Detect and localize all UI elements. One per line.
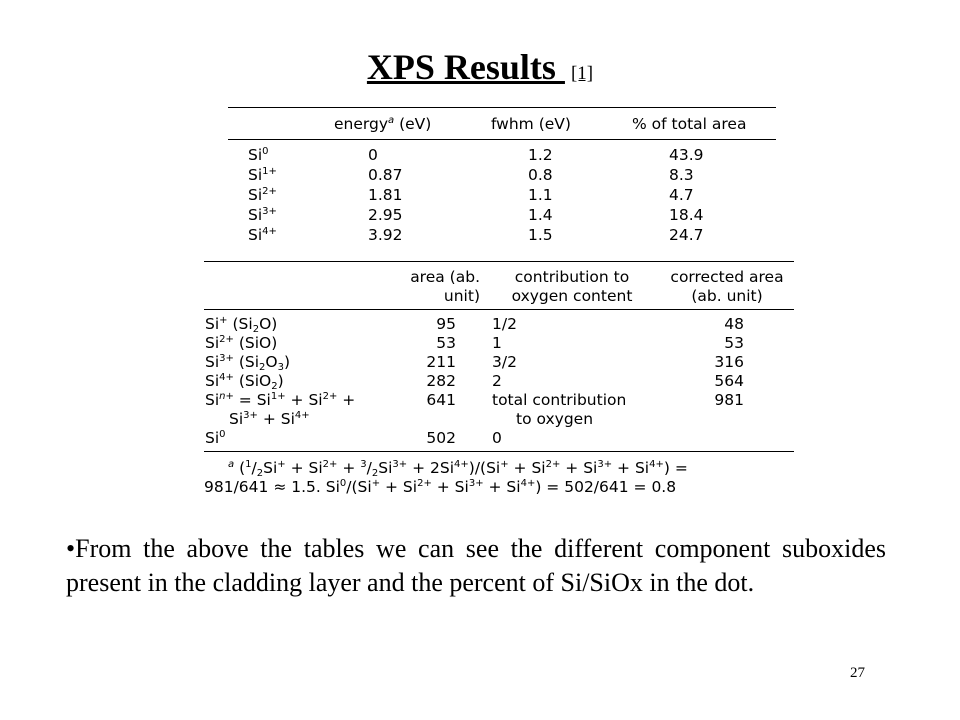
corrected-cell: 316 (714, 353, 744, 371)
contribution-cell: 3/2 (492, 353, 517, 371)
table1-top-rule (228, 107, 776, 108)
species-cell: $Si^{3+}$ (248, 206, 277, 224)
table2-header-area: area (ab. unit) (410, 268, 480, 305)
species-cell: $Si^{4+}$ (248, 226, 277, 244)
area-cell: 211 (426, 353, 456, 371)
corrected-cell: 981 (714, 391, 744, 409)
contribution-cell: 0 (492, 429, 502, 447)
area-cell: 8.3 (669, 166, 694, 184)
slide-title (0, 46, 960, 88)
table2-top-rule (204, 261, 794, 262)
species-cell: $Si^{4+}$ (SiO$_2$) (205, 372, 284, 392)
contribution-cell: 2 (492, 372, 502, 390)
species-cell: Si$^0$ (205, 429, 226, 447)
table2-header-rule (204, 309, 794, 310)
contribution-cell: 1 (492, 334, 502, 352)
area-cell: 641 (426, 391, 456, 409)
contribution-cell: 1/2 (492, 315, 517, 333)
table2-footnote-line2: 981/641 ≈ 1.5. $Si^0/(Si^+ + Si^{2+} + Si^{3+} + Si^{4+}) = 502/641 = 0.8$ (204, 478, 677, 496)
table1-header-fwhm: fwhm (eV) (491, 115, 571, 133)
title-text: XPS Results (366, 47, 565, 87)
table1-header-area: % of total area (632, 115, 747, 133)
fwhm-cell: 1.2 (528, 146, 553, 164)
corrected-cell: 564 (714, 372, 744, 390)
table2-header-contribution: contribution to oxygen content (511, 268, 633, 305)
contribution-cell: total contribution (492, 391, 627, 409)
area-cell: 282 (426, 372, 456, 390)
area-cell: 18.4 (669, 206, 704, 224)
table2-header-corrected: corrected area (ab. unit) (670, 268, 784, 305)
table2-bottom-rule (204, 451, 794, 452)
area-cell: 4.7 (669, 186, 694, 204)
area-cell: 502 (426, 429, 456, 447)
species-cell: Si$^0$ (248, 146, 269, 164)
species-cell: $Si^{1+}$ (248, 166, 277, 184)
species-cell: Si+ $(Si_2O)$ (205, 315, 278, 335)
area-cell: 24.7 (669, 226, 704, 244)
table1-header-energy: energy$^a$ (eV) (334, 115, 432, 133)
fwhm-cell: 0.8 (528, 166, 553, 184)
energy-cell: 0.87 (368, 166, 403, 184)
table2-footnote-line1: $^a$ $(^1/_2Si^+ + Si^{2+} + ^3/_2Si^{3+} + 2Si^{4+})/(Si^+ + Si^{2+} + Si^{3+} + Si^{4+})$ = (228, 459, 688, 479)
bullet-paragraph: •From the above the tables we can see the different component suboxides present in the cladding layer and the percent of Si/SiOx in the dot. (66, 534, 886, 597)
fwhm-cell: 1.5 (528, 226, 553, 244)
title-reference: [1] (570, 63, 594, 84)
energy-cell: 0 (368, 146, 378, 164)
species-cell: $Si^{2+}$ (248, 186, 277, 204)
fwhm-cell: 1.4 (528, 206, 553, 224)
corrected-cell: 53 (724, 334, 744, 352)
sum-species-line2: $Si^{3+} + Si^{4+}$ (229, 410, 310, 428)
sum-species-line1: $Si^{n+} = Si^{1+} + Si^{2+}$ + (205, 391, 356, 409)
contribution-cell-line2: to oxygen (516, 410, 594, 428)
page-number: 27 (850, 665, 865, 681)
energy-cell: 3.92 (368, 226, 403, 244)
species-cell: $Si^{3+}$ $(Si_2O_3)$ (205, 353, 291, 373)
energy-cell: 2.95 (368, 206, 403, 224)
area-cell: 53 (436, 334, 456, 352)
area-cell: 43.9 (669, 146, 704, 164)
corrected-cell: 48 (724, 315, 744, 333)
area-cell: 95 (436, 315, 456, 333)
energy-cell: 1.81 (368, 186, 403, 204)
species-cell: $Si^{2+}$ (SiO) (205, 334, 278, 352)
fwhm-cell: 1.1 (528, 186, 553, 204)
table1-header-rule (228, 139, 776, 140)
